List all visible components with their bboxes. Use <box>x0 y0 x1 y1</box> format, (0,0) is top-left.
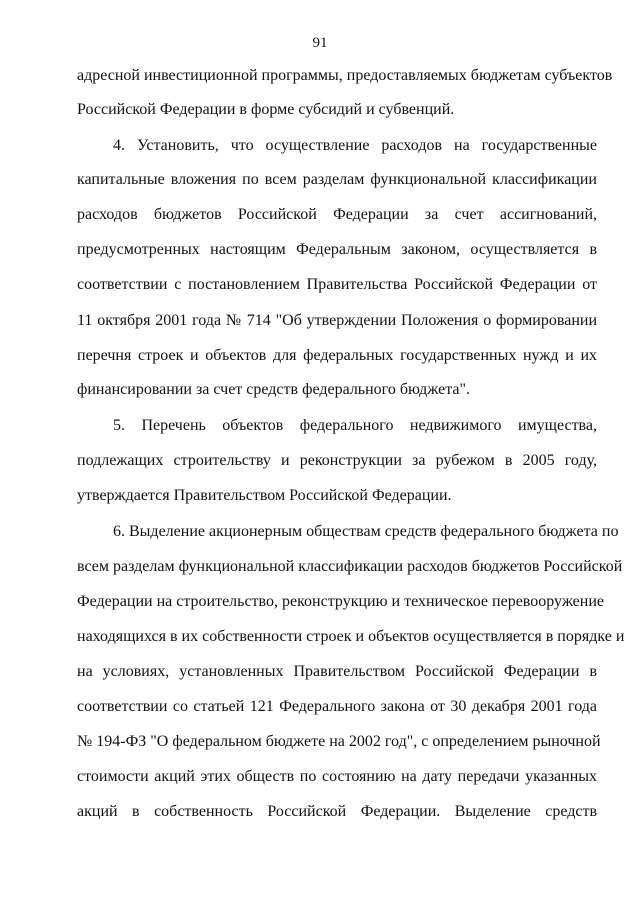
text-line: стоимости акций этих обществ по состоянию на дату передачи указанных <box>77 768 597 785</box>
text-line: Российской Федерации в форме субсидий и субвенций. <box>77 101 455 118</box>
page-number: 91 <box>312 35 328 51</box>
text-line: капитальные вложения по всем разделам функциональной классификации <box>77 171 597 188</box>
text-line: № 194-ФЗ "О федеральном бюджете на 2002 год", с определением рыночной <box>77 733 601 750</box>
text-line: адресной инвестиционной программы, предоставляемых бюджетам субъектов <box>77 67 613 84</box>
text-line: 11 октября 2001 года № 714 "Об утверждении Положения о формировании <box>77 312 597 329</box>
paragraph-5-start: 5. Перечень объектов федерального недвижимого имущества, <box>113 417 597 434</box>
text-line: Федерации на строительство, реконструкцию и техническое перевооружение <box>77 593 604 610</box>
text-line: финансировании за счет средств федерального бюджета". <box>77 381 471 398</box>
text-line: подлежащих строительству и реконструкции за рубежом в 2005 году, <box>77 452 597 469</box>
paragraph-4-start: 4. Установить, что осуществление расходов на государственные <box>113 137 597 154</box>
text-line: соответствии с постановлением Правительства Российской Федерации от <box>77 276 597 293</box>
text-line: утверждается Правительством Российской Федерации. <box>77 487 452 504</box>
text-line: акций в собственность Российской Федерации. Выделение средств <box>77 803 597 820</box>
paragraph-6-start: 6. Выделение акционерным обществам средств федерального бюджета по <box>113 523 619 540</box>
text-line: всем разделам функциональной классификации расходов бюджетов Российской <box>77 558 623 575</box>
text-line: перечня строек и объектов для федеральных государственных нужд и их <box>77 347 597 364</box>
text-line: на условиях, установленных Правительством Российской Федерации в <box>77 663 597 680</box>
text-line: соответствии со статьей 121 Федерального закона от 30 декабря 2001 года <box>77 698 597 715</box>
text-line: предусмотренных настоящим Федеральным законом, осуществляется в <box>77 241 597 258</box>
text-line: расходов бюджетов Российской Федерации за счет ассигнований, <box>77 206 597 223</box>
text-line: находящихся в их собственности строек и объектов осуществляется в порядке и <box>77 628 625 645</box>
